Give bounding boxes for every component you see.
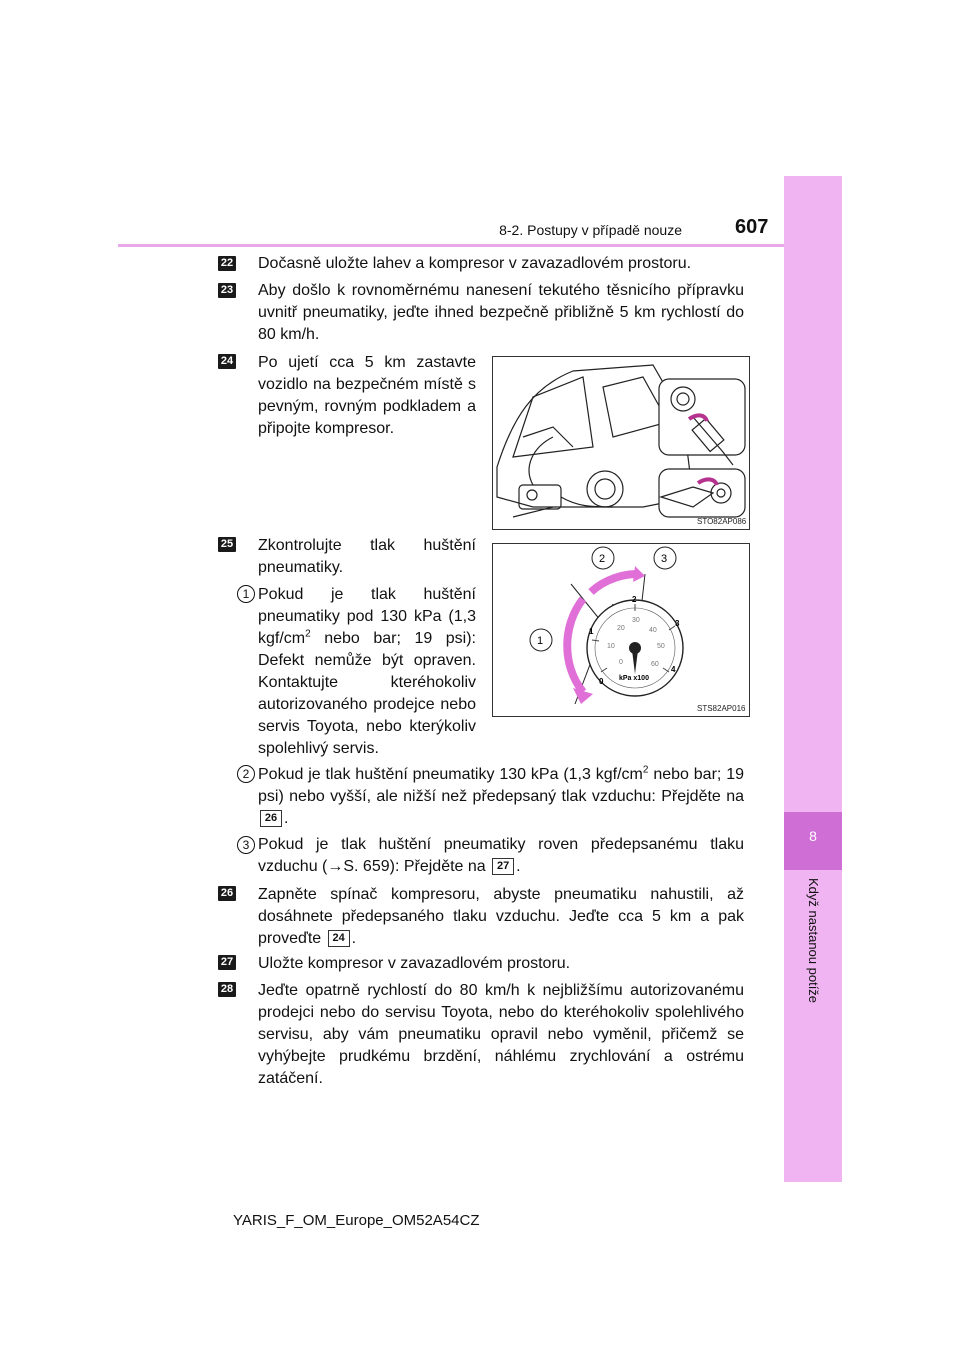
compressor-connection-figure	[492, 356, 750, 530]
chapter-title: Když nastanou potíže	[806, 878, 821, 1004]
step-badge-22: 22	[218, 256, 236, 271]
car-illustration	[493, 357, 749, 529]
step-ref-26[interactable]: 26	[260, 810, 282, 827]
gauge-outer-2: 2	[632, 595, 637, 604]
step-26-text: Zapněte spínač kompresoru, abyste pneumatiku nahustili, až dosáhnete předepsaného tlaku vzduchu. Jeďte cca 5 km a pak proveďte 24 .	[258, 886, 744, 947]
gauge-outer-3: 3	[675, 619, 680, 628]
step-badge-26: 26	[218, 886, 236, 901]
sub-marker-2: 2	[237, 765, 255, 783]
pressure-gauge-figure	[492, 543, 750, 717]
gauge-outer-0: 0	[599, 677, 604, 686]
gauge-outer-1: 1	[589, 627, 594, 636]
figure-code: STS82AP016	[697, 704, 746, 713]
step-ref-27[interactable]: 27	[492, 858, 514, 875]
callout-3: 3	[661, 553, 668, 565]
step-23-text: Aby došlo k rovnoměrnému nanesení tekutého těsnicího přípravku uvnitř pneumatiky, jeďte ihned bezpečně přibližně 5 km rychlostí do 80 km/h.	[258, 282, 744, 343]
sub-item-3-text: Pokud je tlak huštění pneumatiky roven předepsanému tlaku vzduchu (→S. 659): Přejděte na 27 .	[258, 836, 744, 875]
page-number: 607	[735, 216, 769, 238]
step-badge-23: 23	[218, 283, 236, 298]
step-badge-25: 25	[218, 537, 236, 552]
gauge-unit: kPa x100	[619, 675, 649, 682]
step-25-text: Zkontrolujte tlak huštění pneumatiky.	[258, 537, 476, 576]
gauge-inner-50: 50	[657, 643, 665, 650]
step-27-text: Uložte kompresor v zavazadlovém prostoru.	[258, 955, 571, 972]
gauge-inner-60: 60	[651, 661, 659, 668]
gauge-inner-0: 0	[619, 659, 623, 666]
document-id: YARIS_F_OM_Europe_OM52A54CZ	[233, 1212, 480, 1229]
step-24-text: Po ujetí cca 5 km zastavte vozidlo na bezpečném místě s pevným, rovným podkladem a připojte kompresor.	[258, 354, 476, 437]
sub-item-1-text: Pokud je tlak huštění pneumatiky pod 130 kPa (1,3 kgf/$cm^2$ nebo bar; 19 psi): Defekt nemůže být opraven. Kontaktujte kteréhokoliv autorizovaného prodejce nebo servis Toyota, nebo kterýkoliv spolehlivý servis.	[258, 586, 476, 757]
figure-code: STO82AP086	[697, 517, 747, 526]
gauge-inner-30: 30	[632, 617, 640, 624]
step-28-text: Jeďte opatrně rychlostí do 80 km/h k nejbližšímu autorizovanému prodejci nebo do servisu Toyota, nebo do kteréhokoliv spolehlivého servisu, aby vám pneumatiku opravil nebo vyměnil, přičemž se vyhýbejte prudkému brzdění, náhlému zrychlování a ostrému zatáčení.	[258, 982, 744, 1087]
callout-1: 1	[537, 635, 544, 647]
gauge-outer-4: 4	[671, 665, 676, 674]
sub-marker-3: 3	[237, 836, 255, 854]
sub-item-2-text: Pokud je tlak huštění pneumatiky 130 kPa (1,3 kgf/$cm^2$ nebo bar; 19 psi) nebo vyšší, ale nižší než předepsaný tlak vzduchu: Přejděte na 26 .	[258, 764, 745, 827]
callout-2: 2	[599, 553, 606, 565]
gauge-inner-40: 40	[649, 627, 657, 634]
step-badge-28: 28	[218, 982, 236, 997]
header-divider	[118, 244, 784, 247]
step-ref-24[interactable]: 24	[328, 930, 350, 947]
step-22-text: Dočasně uložte lahev a kompresor v zavazadlovém prostoru.	[258, 255, 692, 272]
gauge-inner-20: 20	[617, 625, 625, 632]
step-badge-27: 27	[218, 955, 236, 970]
gauge-inner-10: 10	[607, 643, 615, 650]
sub-marker-1: 1	[237, 585, 255, 603]
section-title: 8-2. Postupy v případě nouze	[499, 222, 682, 238]
step-badge-24: 24	[218, 354, 236, 369]
gauge-illustration	[493, 544, 749, 716]
chapter-number: 8	[809, 828, 817, 844]
